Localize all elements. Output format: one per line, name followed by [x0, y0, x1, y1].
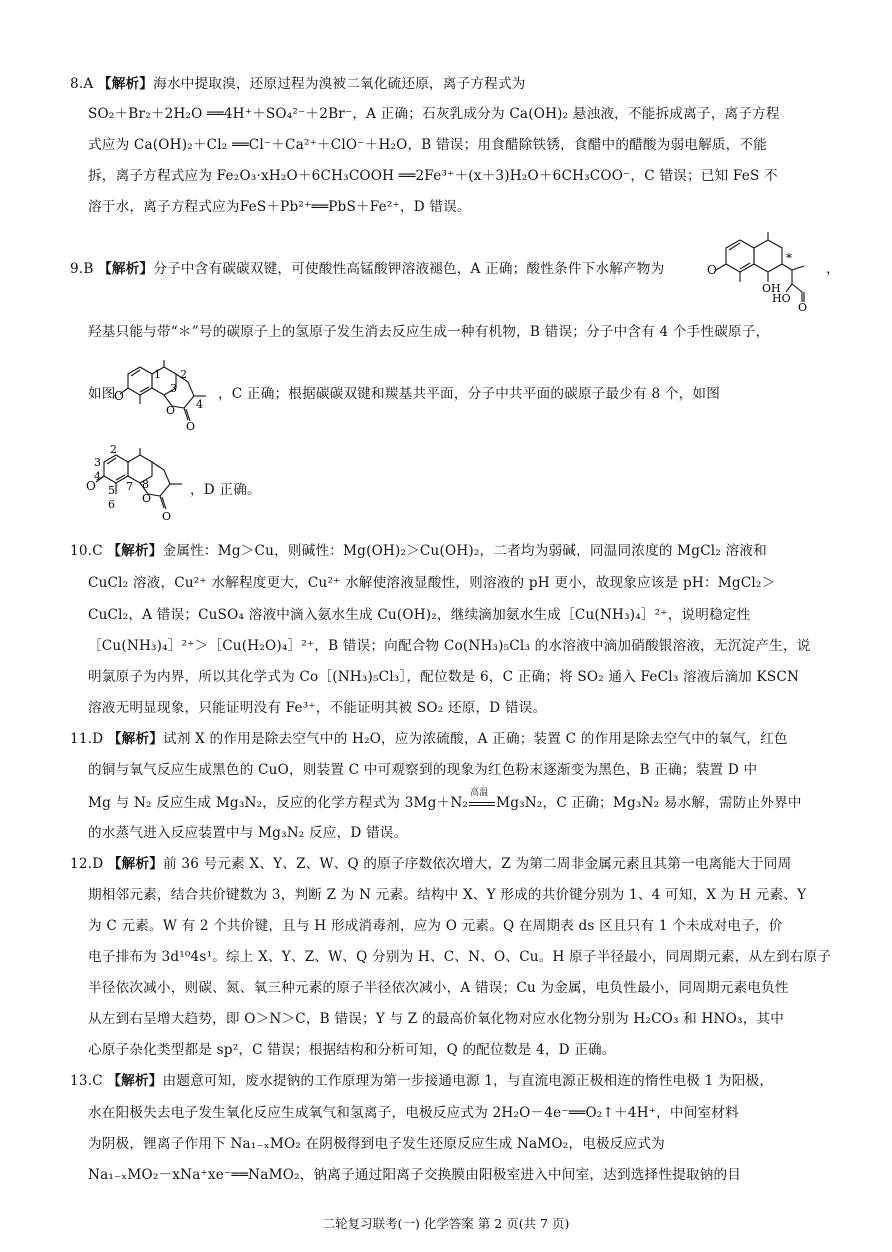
q9-analysis-tag: 【解析】 [98, 261, 154, 277]
coplanar-label-7: 7 [126, 480, 133, 493]
q10-line-5: 明氯原子为内界，所以其化学式为 Co［(NH₃)₅Cl₃］，配位数是 6，C 正确；将 SO₂ 通入 FeCl₃ 溶液后滴加 KSCN [88, 669, 800, 685]
q10-line-4: ［Cu(NH₃)₄］²⁺＞［Cu(H₂O)₄］²⁺，B 错误；向配合物 Co(NH₃)₅Cl₃ 的水溶液中滴加硝酸银溶液，无沉淀产生，说 [88, 638, 811, 654]
q12-analysis-tag: 【解析】 [107, 856, 164, 872]
q9-line-3-pre: 如图 [88, 386, 116, 402]
q13-number: 13.C [70, 1073, 103, 1089]
chiral-label-4: 4 [196, 398, 203, 411]
q12-line-4: 电子排布为 3d¹⁰4s¹。综上 X、Y、Z、W、Q 分别为 H、C、N、O、Cu。H 原子半径最小，同周期元素，从左到右原子 [88, 949, 832, 965]
q10-analysis-tag: 【解析】 [107, 543, 163, 559]
q9-number: 9.B [70, 261, 94, 277]
carboxyl-ho-label: HO [772, 292, 791, 305]
q8-line-4: 拆，离子方程式应为 Fe₂O₃·xH₂O＋6CH₃COOH ══2Fe³⁺＋(x＋3)H₂O＋6CH₃COO⁻，C 错误；已知 FeS 不 [88, 168, 778, 184]
coplanar-carbon-structure [86, 440, 188, 528]
q12-line-6: 从左到右呈增大趋势，即 O＞N＞C，B 错误；Y 与 Z 的最高价氧化物对应水化物分别为 H₂CO₃ 和 HNO₃，其中 [88, 1011, 785, 1027]
q11-line-1: 11.D 【解析】试剂 X 的作用是除去空气中的 H₂O，应为浓硫酸，A 正确；装置 C 的作用是除去空气中的氧气，红色 [70, 731, 788, 747]
coplanar-label-4: 4 [94, 470, 101, 483]
coplanar-label-8: 8 [142, 478, 149, 491]
q9-line-2: 羟基只能与带“＊”号的碳原子上的氢原子发生消去反应生成一种有机物，B 错误；分子中含有 4 个手性碳原子， [88, 324, 770, 340]
q12-line-3: 为 C 元素。W 有 2 个共价键，且与 H 形成消毒剂，应为 O 元素。Q 在周期表 ds 区且只有 1 个未成对电子，价 [88, 918, 783, 934]
coplanar-label-2: 2 [110, 443, 117, 456]
fig2-lactone-oxygen-label: O [162, 510, 172, 523]
q8-line-2: SO₂＋Br₂＋2H₂O ══4H⁺＋SO₄²⁻＋2Br⁻，A 正确；石灰乳成分为 Ca(OH)₂ 悬浊液，不能拆成离子，离子方程 [88, 106, 780, 122]
fig-oxygen-label: O [114, 389, 124, 403]
q8-analysis-tag: 【解析】 [97, 76, 154, 92]
q10-number: 10.C [70, 543, 103, 559]
q13-line-4: Na₁₋ₓMO₂－xNa⁺xe⁻══NaMO₂，钠离子通过阳离子交换膜由阳极室进入中间室，达到选择性提取钠的目 [88, 1167, 742, 1183]
q10-line-2: CuCl₂ 溶液，Cu²⁺ 水解程度更大，Cu²⁺ 水解使溶液显酸性，则溶液的 pH 更小，故现象应该是 pH：MgCl₂＞ [88, 575, 776, 591]
coplanar-label-6: 6 [108, 498, 115, 511]
q9-line-3-post: ，C 正确；根据碳碳双键和羰基共平面，分子中共平面的碳原子最少有 8 个，如图 [218, 386, 720, 402]
q11-line-2: 的铜与氧气反应生成黑色的 CuO，则装置 C 中可观察到的现象为红色粉末逐渐变为黑色，B 正确；装置 D 中 [88, 762, 758, 778]
q8-line-1: 8.A 【解析】海水中提取溴，还原过程为溴被二氧化硫还原，离子方程式为 [70, 76, 526, 92]
chiral-carbon-structure [114, 356, 216, 436]
chiral-label-1: 1 [154, 368, 161, 381]
q11-line-4: 的水蒸气进入反应装置中与 Mg₃N₂ 反应，D 错误。 [88, 825, 408, 841]
q13-analysis-tag: 【解析】 [107, 1073, 163, 1089]
q11-analysis-tag: 【解析】 [107, 731, 164, 747]
q9-line-1: 9.B 【解析】分子中含有碳碳双键，可使酸性高锰酸钾溶液褪色，A 正确；酸性条件下水解产物为 [70, 261, 665, 277]
q8-line-3: 式应为 Ca(OH)₂＋Cl₂ ══Cl⁻＋Ca²⁺＋ClO⁻＋H₂O，B 错误；用食醋除铁锈，食醋中的醋酸为弱电解质，不能 [88, 137, 768, 153]
carboxyl-oxygen-label: O [798, 301, 808, 314]
q12-line-1: 12.D 【解析】前 36 号元素 X、Y、Z、W、Q 的原子序数依次增大，Z 为第二周非金属元素且其第一电离能大于同周 [70, 856, 792, 872]
q8-number: 8.A [70, 76, 94, 92]
q13-line-3: 为阴极，锂离子作用下 Na₁₋ₓMO₂ 在阴极得到电子发生还原反应生成 NaMO₂，电极反应式为 [88, 1136, 665, 1152]
chiral-label-2: 2 [180, 368, 187, 381]
chiral-label-3: 3 [170, 382, 177, 395]
q10-line-6: 溶液无明显现象，只能证明没有 Fe³⁺，不能证明其被 SO₂ 还原，D 错误。 [88, 700, 547, 716]
lactone-oxygen-label: O [186, 420, 196, 433]
ring-oxygen-label: O [166, 404, 176, 417]
hydrolysis-product-structure [706, 226, 826, 316]
q10-line-3: CuCl₂，A 错误；CuSO₄ 溶液中滴入氨水生成 Cu(OH)₂，继续滴加氨水生成［Cu(NH₃)₄］²⁺，说明稳定性 [88, 607, 751, 623]
fig2-oxygen-label: O [86, 479, 96, 493]
q12-number: 12.D [70, 856, 104, 872]
carbonyl-oxygen-label: O [707, 263, 717, 277]
q11-number: 11.D [70, 731, 104, 747]
q11-line-3: Mg 与 N₂ 反应生成 Mg₃N₂，反应的化学方程式为 3Mg＋N₂ 高温 Mg₃N₂，C 正确；Mg₃N₂ 易水解，需防止外界中 [88, 793, 802, 813]
q12-line-2: 期相邻元素，结合共价键数为 3，判断 Z 为 N 元素。结构中 X、Y 形成的共价键分别为 1、4 可知，X 为 H 元素、Y [88, 887, 807, 903]
q8-line-5: 溶于水，离子方程式应为FeS＋Pb²⁺══PbS＋Fe²⁺，D 错误。 [88, 199, 471, 215]
q13-line-1: 13.C 【解析】由题意可知，废水提钠的工作原理为第一步接通电源 1，与直流电源正极相连的惰性电极 1 为阳极， [70, 1073, 774, 1089]
q13-line-2: 水在阳极失去电子发生氧化反应生成氧气和氢离子，电极反应式为 2H₂O－4e⁻══O₂↑＋4H⁺，中间室材料 [88, 1105, 739, 1121]
q12-line-7: 心原子杂化类型都是 sp²，C 错误；根据结构和分析可知，Q 的配位数是 4，D 正确。 [88, 1042, 616, 1058]
star-marker: * [786, 251, 792, 265]
q10-line-1: 10.C 【解析】金属性：Mg＞Cu，则碱性：Mg(OH)₂＞Cu(OH)₂，二者均为弱碱，同温同浓度的 MgCl₂ 溶液和 [70, 543, 767, 559]
coplanar-label-3: 3 [94, 456, 101, 469]
q9-line-4-post: ，D 正确。 [190, 482, 261, 498]
fig2-ring-oxygen-label: O [142, 492, 152, 505]
page-footer: 二轮复习联考(一) 化学答案 第 2 页(共 7 页) [322, 1216, 570, 1231]
q12-line-5: 半径依次减小，则碳、氮、氧三种元素的原子半径依次减小，A 错误；Cu 为金属，电负性最小，同周期元素电负性 [88, 980, 789, 996]
condition-label: 高温 [470, 788, 489, 798]
hydroxyl-label: OH [762, 282, 781, 295]
coplanar-label-5: 5 [108, 484, 115, 497]
q9-line-1-tail: ， [826, 261, 840, 277]
reaction-condition-arrow [468, 788, 496, 813]
